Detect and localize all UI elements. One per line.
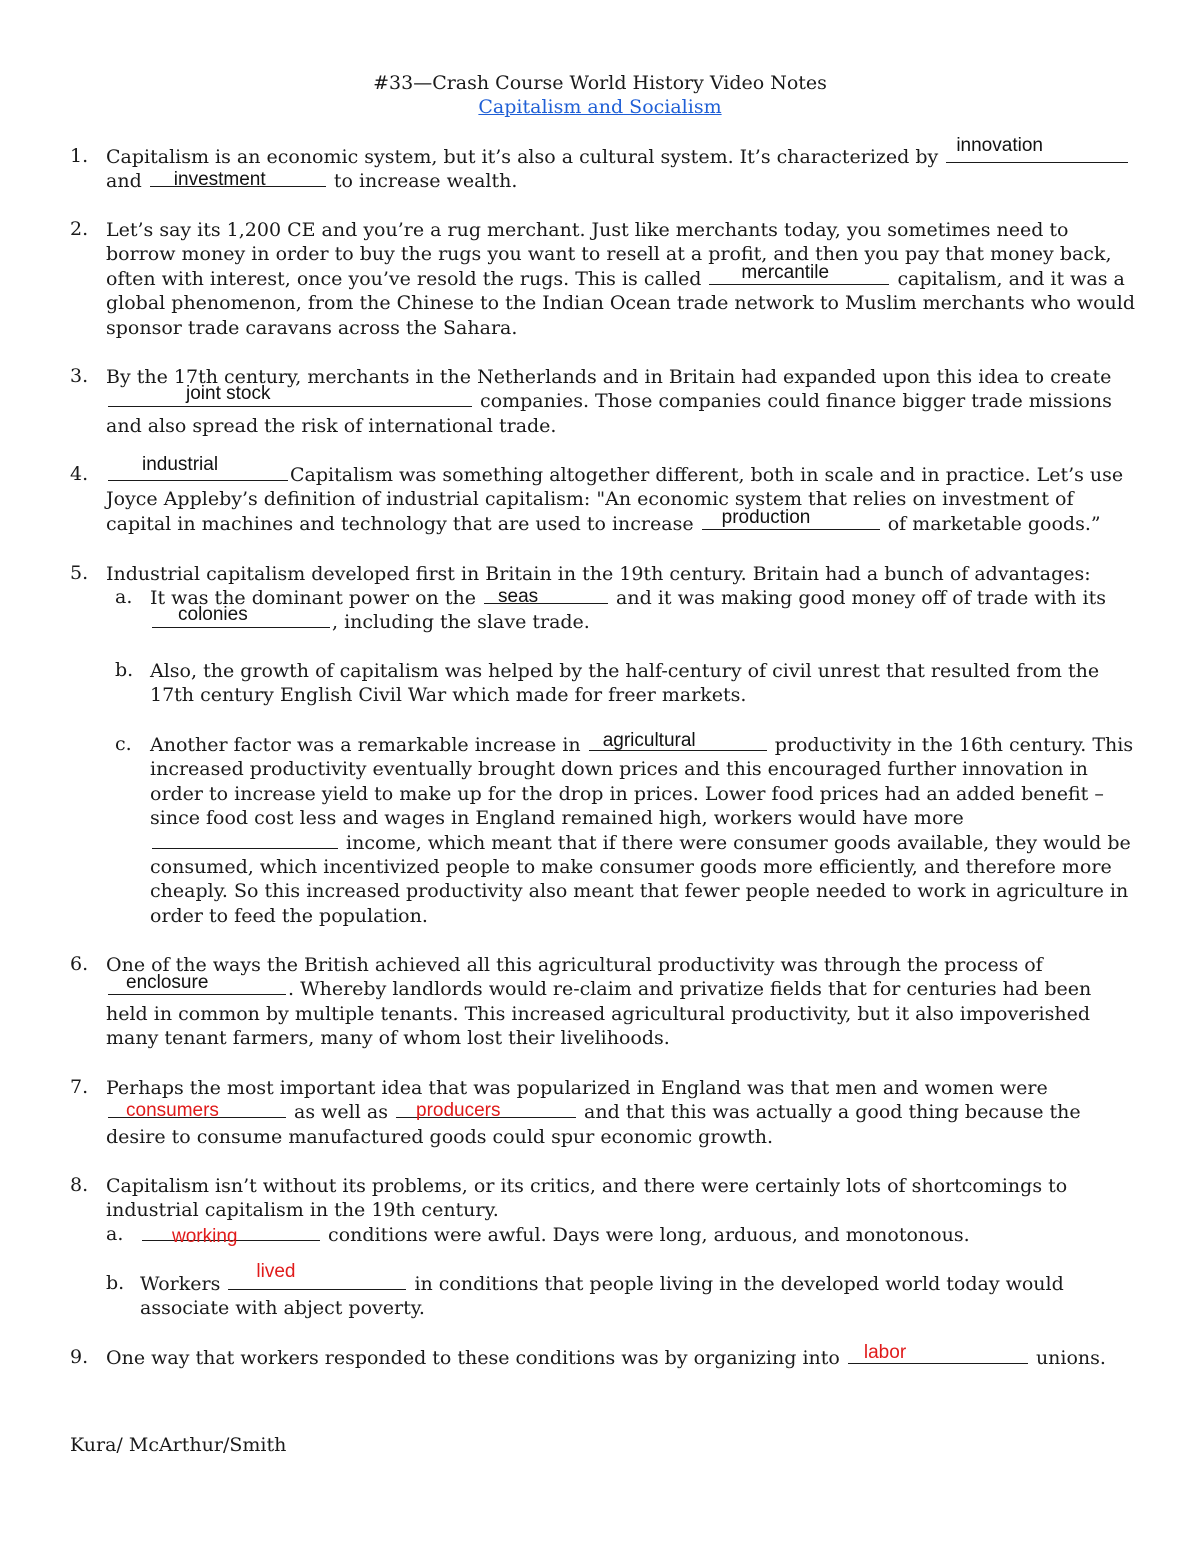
item-text: Also, the growth of capitalism was helped by the half-century of civil unrest that resulted from the 17th century English Civil War which made for freer markets. <box>150 660 1100 707</box>
item-letter: c. <box>115 733 132 755</box>
document-subtitle-link[interactable]: Capitalism and Socialism <box>478 96 722 118</box>
item-number: 4. <box>70 463 89 485</box>
text-segment: companies. Those companies could finance bigger trade missions and also spread the risk of international trade. <box>106 390 1112 437</box>
answer-text: enclosure <box>126 972 209 994</box>
text-segment: It was the dominant power on the <box>150 587 476 609</box>
text-segment: of marketable goods.” <box>887 512 1101 535</box>
item-letter: a. <box>115 586 133 608</box>
text-segment: to increase wealth. <box>333 170 518 193</box>
answer-text: innovation <box>956 135 1043 156</box>
text-segment: . Whereby landlords would re-claim and privatize fields that for centuries had been held in common by multiple tenants. This increased agricultural productivity, but it also impoverished many tenant farmers, many of whom lost their livelihoods. <box>106 978 1092 1050</box>
answer-blank[interactable] <box>228 1261 406 1290</box>
item-number: 3. <box>70 365 89 387</box>
item-text <box>106 1076 1136 1149</box>
item-text <box>140 1223 1170 1247</box>
answer-text: agricultural <box>602 730 696 751</box>
item-number: 6. <box>70 953 89 975</box>
text-segment: Let’s say its 1,200 CE and you’re a rug merchant. Just like merchants today, you sometimes need to borrow money in order to buy the rugs you want to resell at a profit, and then you pay that money back, often with interest, once you’ve resold the rugs. This is called <box>106 219 1112 290</box>
text-segment: capitalism, and it was a global phenomenon, from the Chinese to the Indian Ocean trade network to Muslim merchants who would sponsor trade caravans across the Sahara. <box>106 267 1135 339</box>
answer-text: consumers <box>126 1100 219 1122</box>
answer-text: industrial <box>142 454 219 475</box>
item-text <box>106 365 1136 438</box>
answer-text: labor <box>863 1342 907 1363</box>
item-letter: b. <box>115 659 134 681</box>
item-text <box>140 1261 1130 1321</box>
document-footer: Kura/ McArthur/Smith <box>70 1434 287 1456</box>
document-header <box>0 71 1200 119</box>
answer-text: production <box>721 506 811 528</box>
answer-text: seas <box>498 586 539 607</box>
answer-blank[interactable] <box>108 1100 286 1122</box>
answer-blank[interactable] <box>108 454 288 481</box>
text-segment: , including the slave trade. <box>332 611 590 634</box>
answer-blank[interactable] <box>709 261 889 285</box>
item-number: 8. <box>70 1174 89 1196</box>
text-segment: By the 17th century, merchants in the Netherlands and in Britain had expanded upon this idea to create <box>106 366 1112 388</box>
item-number: 5. <box>70 562 89 584</box>
answer-blank[interactable] <box>848 1342 1028 1364</box>
answer-text: joint stock <box>186 383 271 405</box>
answer-text: working <box>172 1226 238 1247</box>
item-number: 2. <box>70 218 89 240</box>
document-title: #33—Crash Course World History Video Notes <box>373 72 827 94</box>
answer-blank[interactable] <box>589 730 767 751</box>
text-segment: and it was making good money off of trade with its <box>616 587 1106 609</box>
answer-blank[interactable] <box>108 383 472 407</box>
item-text <box>106 135 1136 194</box>
answer-blank[interactable] <box>152 604 330 628</box>
answer-blank[interactable] <box>150 169 326 191</box>
item-text <box>150 586 1135 635</box>
item-number: 7. <box>70 1076 89 1098</box>
answer-text: producers <box>416 1100 501 1122</box>
text-segment: One of the ways the British achieved all this agricultural productivity was through the process of <box>106 954 1043 976</box>
answer-blank-empty[interactable] <box>152 831 338 849</box>
item-text <box>106 218 1136 340</box>
item-text <box>106 454 1136 536</box>
text-segment: conditions were awful. Days were long, arduous, and monotonous. <box>328 1224 970 1246</box>
item-text <box>106 953 1136 1051</box>
item-letter: a. <box>106 1223 124 1245</box>
text-segment: income, which meant that if there were consumer goods available, they would be consumed, which incentivized people to make consumer goods more efficiently, and therefore more cheaply. So this increased productivity also meant that fewer people needed to work in agriculture in order to feed the population. <box>150 831 1131 927</box>
text-segment: and that this was actually a good thing because the desire to consume manufactured goods could spur economic growth. <box>106 1101 1081 1148</box>
text-segment: Capitalism is an economic system, but it’s also a cultural system. It’s characterized by <box>106 146 939 168</box>
answer-text: mercantile <box>741 261 830 283</box>
text-segment: and <box>106 170 142 193</box>
answer-blank[interactable] <box>108 972 286 995</box>
answer-text: lived <box>256 1261 296 1282</box>
answer-blank[interactable] <box>396 1100 576 1122</box>
text-segment: One way that workers responded to these conditions was by organizing into <box>106 1347 840 1369</box>
item-text <box>106 1342 1136 1370</box>
answer-blank[interactable] <box>142 1223 320 1247</box>
answer-blank[interactable] <box>484 586 608 607</box>
item-number: 1. <box>70 145 89 167</box>
text-segment: unions. <box>1035 1347 1106 1369</box>
text-segment: Workers <box>140 1273 221 1295</box>
text-segment: as well as <box>294 1101 388 1124</box>
answer-text: colonies <box>178 604 248 626</box>
answer-blank[interactable] <box>946 135 1128 163</box>
item-text: Capitalism isn’t without its problems, or its critics, and there were certainly lots of shortcomings to industrial capitalism in the 19th century. <box>106 1175 1068 1222</box>
item-text: Industrial capitalism developed first in Britain in the 19th century. Britain had a bunch of advantages: <box>106 563 1091 585</box>
text-segment: Another factor was a remarkable increase in <box>150 734 581 756</box>
item-number: 9. <box>70 1346 89 1368</box>
text-segment: in conditions that people living in the developed world today would associate with abject poverty. <box>140 1273 1064 1320</box>
answer-blank[interactable] <box>702 506 880 530</box>
text-segment: Capitalism was something altogether different, both in scale and in practice. Let’s use Joyce Appleby’s definition of industrial capitalism: "An economic system that relies on investment of capital in machines and technology that are used to increase <box>106 464 1124 535</box>
answer-text: investment <box>173 169 266 191</box>
item-text <box>150 730 1135 928</box>
text-segment: productivity in the 16th century. This increased productivity eventually brought down prices and this encouraged further innovation in order to increase yield to make up for the drop in prices. Lower food prices had an added benefit – since food cost less and wages in England remained high, workers would have more <box>150 734 1134 830</box>
item-letter: b. <box>106 1272 125 1294</box>
text-segment: Perhaps the most important idea that was popularized in England was that men and women were <box>106 1077 1048 1099</box>
